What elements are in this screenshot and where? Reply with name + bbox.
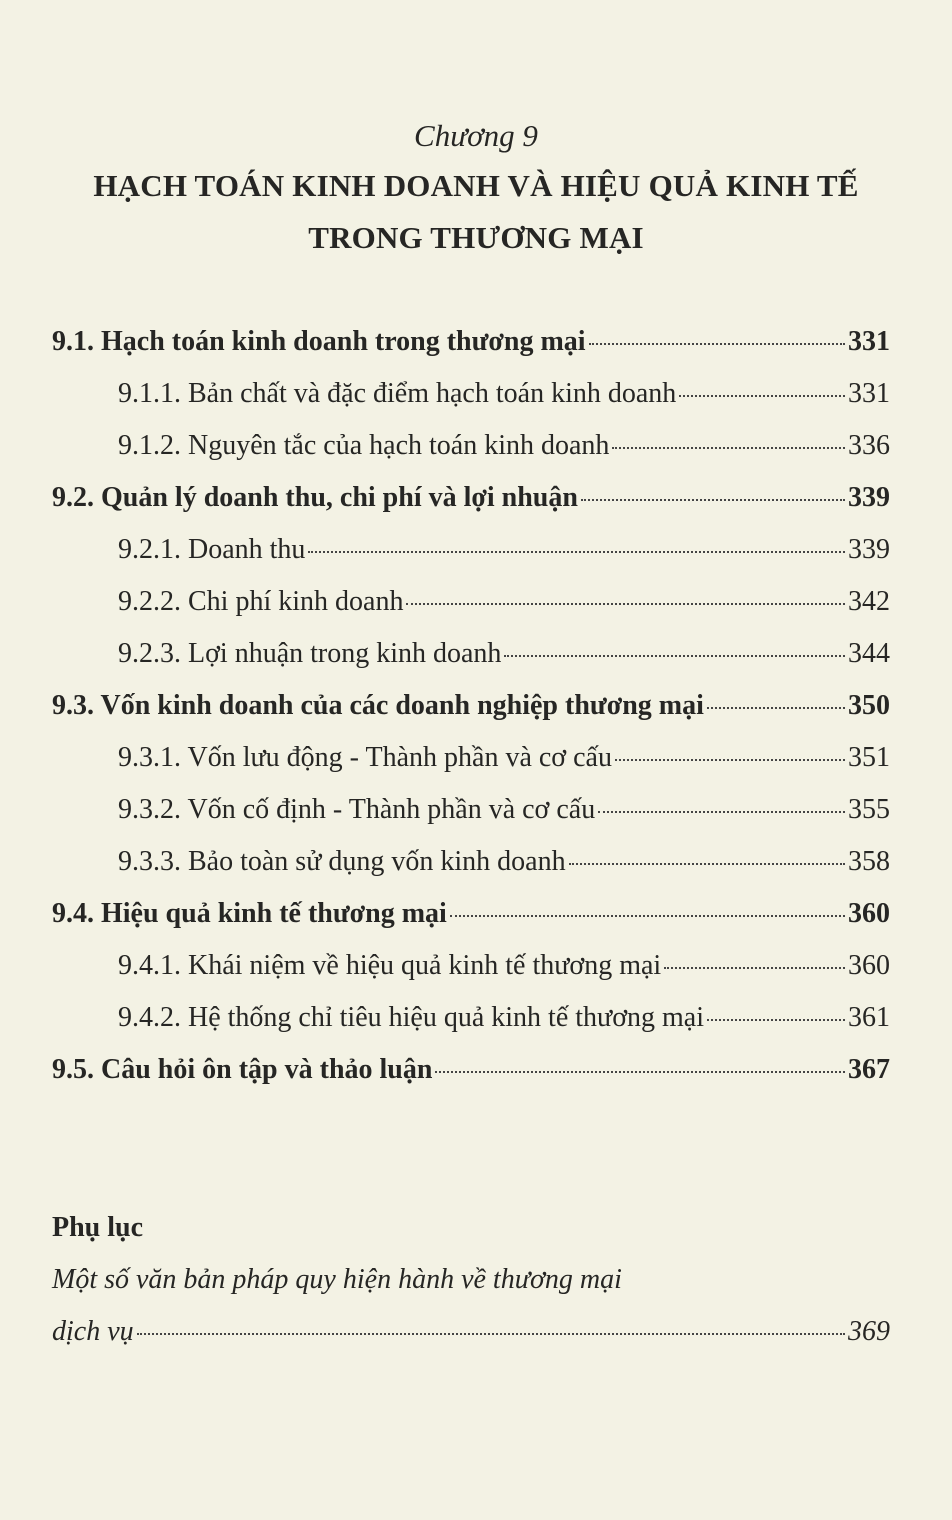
toc-entry-label: 9.3.1. Vốn lưu động - Thành phần và cơ cấu xyxy=(118,742,612,773)
appendix-section xyxy=(52,1212,890,1368)
dot-leader xyxy=(569,863,845,865)
toc-entry-label: 9.1. Hạch toán kinh doanh trong thương mại xyxy=(52,326,586,357)
dot-leader xyxy=(707,707,845,709)
dot-leader xyxy=(504,655,845,657)
toc-entry-label: 9.3.3. Bảo toàn sử dụng vốn kinh doanh xyxy=(118,846,566,877)
dot-leader xyxy=(137,1333,845,1335)
toc-entry-label: 9.2. Quản lý doanh thu, chi phí và lợi nhuận xyxy=(52,482,578,513)
page-number: 331 xyxy=(848,378,890,409)
toc-entry-label: 9.1.2. Nguyên tắc của hạch toán kinh doanh xyxy=(118,430,610,461)
dot-leader xyxy=(664,967,845,969)
page-number: 351 xyxy=(848,742,890,773)
toc-entry xyxy=(52,794,890,846)
toc-entry xyxy=(52,950,890,1002)
toc-entry xyxy=(52,1054,890,1106)
page-number: 361 xyxy=(848,1002,890,1033)
toc-entry xyxy=(52,534,890,586)
page-number: 342 xyxy=(848,586,890,617)
toc-entry-label: 9.2.2. Chi phí kinh doanh xyxy=(118,586,404,617)
dot-leader xyxy=(435,1071,845,1073)
dot-leader xyxy=(612,447,845,449)
toc-entry-label: 9.3.2. Vốn cố định - Thành phần và cơ cấu xyxy=(118,794,596,825)
chapter-number: Chương 9 xyxy=(414,118,538,153)
page-number: 331 xyxy=(848,326,890,357)
appendix-subtitle-cont: dịch vụ xyxy=(52,1316,134,1347)
dot-leader xyxy=(598,811,845,813)
toc-entry xyxy=(52,1002,890,1054)
toc-entry xyxy=(52,326,890,378)
dot-leader xyxy=(615,759,845,761)
dot-leader xyxy=(308,551,845,553)
dot-leader xyxy=(450,915,845,917)
dot-leader xyxy=(406,603,845,605)
toc-entry-label: 9.3. Vốn kinh doanh của các doanh nghiệp thương mại xyxy=(52,690,704,721)
toc-entry-label: 9.5. Câu hỏi ôn tập và thảo luận xyxy=(52,1054,433,1085)
chapter-title-line-2: TRONG THƯƠNG MẠI xyxy=(308,220,644,255)
toc-entry xyxy=(52,430,890,482)
toc-entry xyxy=(52,638,890,690)
page-number: 344 xyxy=(848,638,890,669)
appendix-entry xyxy=(52,1316,890,1368)
page-number: 350 xyxy=(848,690,890,721)
appendix-title: Phụ lục xyxy=(52,1212,144,1243)
page-number: 369 xyxy=(848,1316,890,1347)
toc-entry-label: 9.4.2. Hệ thống chỉ tiêu hiệu quả kinh tế thương mại xyxy=(118,1002,704,1033)
toc-entry xyxy=(52,742,890,794)
page-number: 339 xyxy=(848,534,890,565)
page-number: 355 xyxy=(848,794,890,825)
toc-entry xyxy=(52,898,890,950)
toc-entry-label: 9.4. Hiệu quả kinh tế thương mại xyxy=(52,898,447,929)
page-number: 339 xyxy=(848,482,890,513)
appendix-subtitle: Một số văn bản pháp quy hiện hành về thương mại xyxy=(52,1264,622,1295)
dot-leader xyxy=(581,499,845,501)
table-of-contents xyxy=(52,326,890,1106)
toc-entry xyxy=(52,482,890,534)
toc-entry xyxy=(52,846,890,898)
toc-entry-label: 9.2.1. Doanh thu xyxy=(118,534,306,565)
page-number: 336 xyxy=(848,430,890,461)
toc-entry xyxy=(52,586,890,638)
chapter-title-line-1: HẠCH TOÁN KINH DOANH VÀ HIỆU QUẢ KINH TẾ xyxy=(93,168,859,203)
dot-leader xyxy=(679,395,845,397)
dot-leader xyxy=(707,1019,845,1021)
page-number: 358 xyxy=(848,846,890,877)
dot-leader xyxy=(589,343,845,345)
page-number: 367 xyxy=(848,1054,890,1085)
toc-entry-label: 9.2.3. Lợi nhuận trong kinh doanh xyxy=(118,638,502,669)
toc-entry-label: 9.4.1. Khái niệm về hiệu quả kinh tế thương mại xyxy=(118,950,662,981)
page-number: 360 xyxy=(848,898,890,929)
toc-entry xyxy=(52,690,890,742)
toc-entry-label: 9.1.1. Bản chất và đặc điểm hạch toán kinh doanh xyxy=(118,378,677,409)
page-number: 360 xyxy=(848,950,890,981)
toc-entry xyxy=(52,378,890,430)
